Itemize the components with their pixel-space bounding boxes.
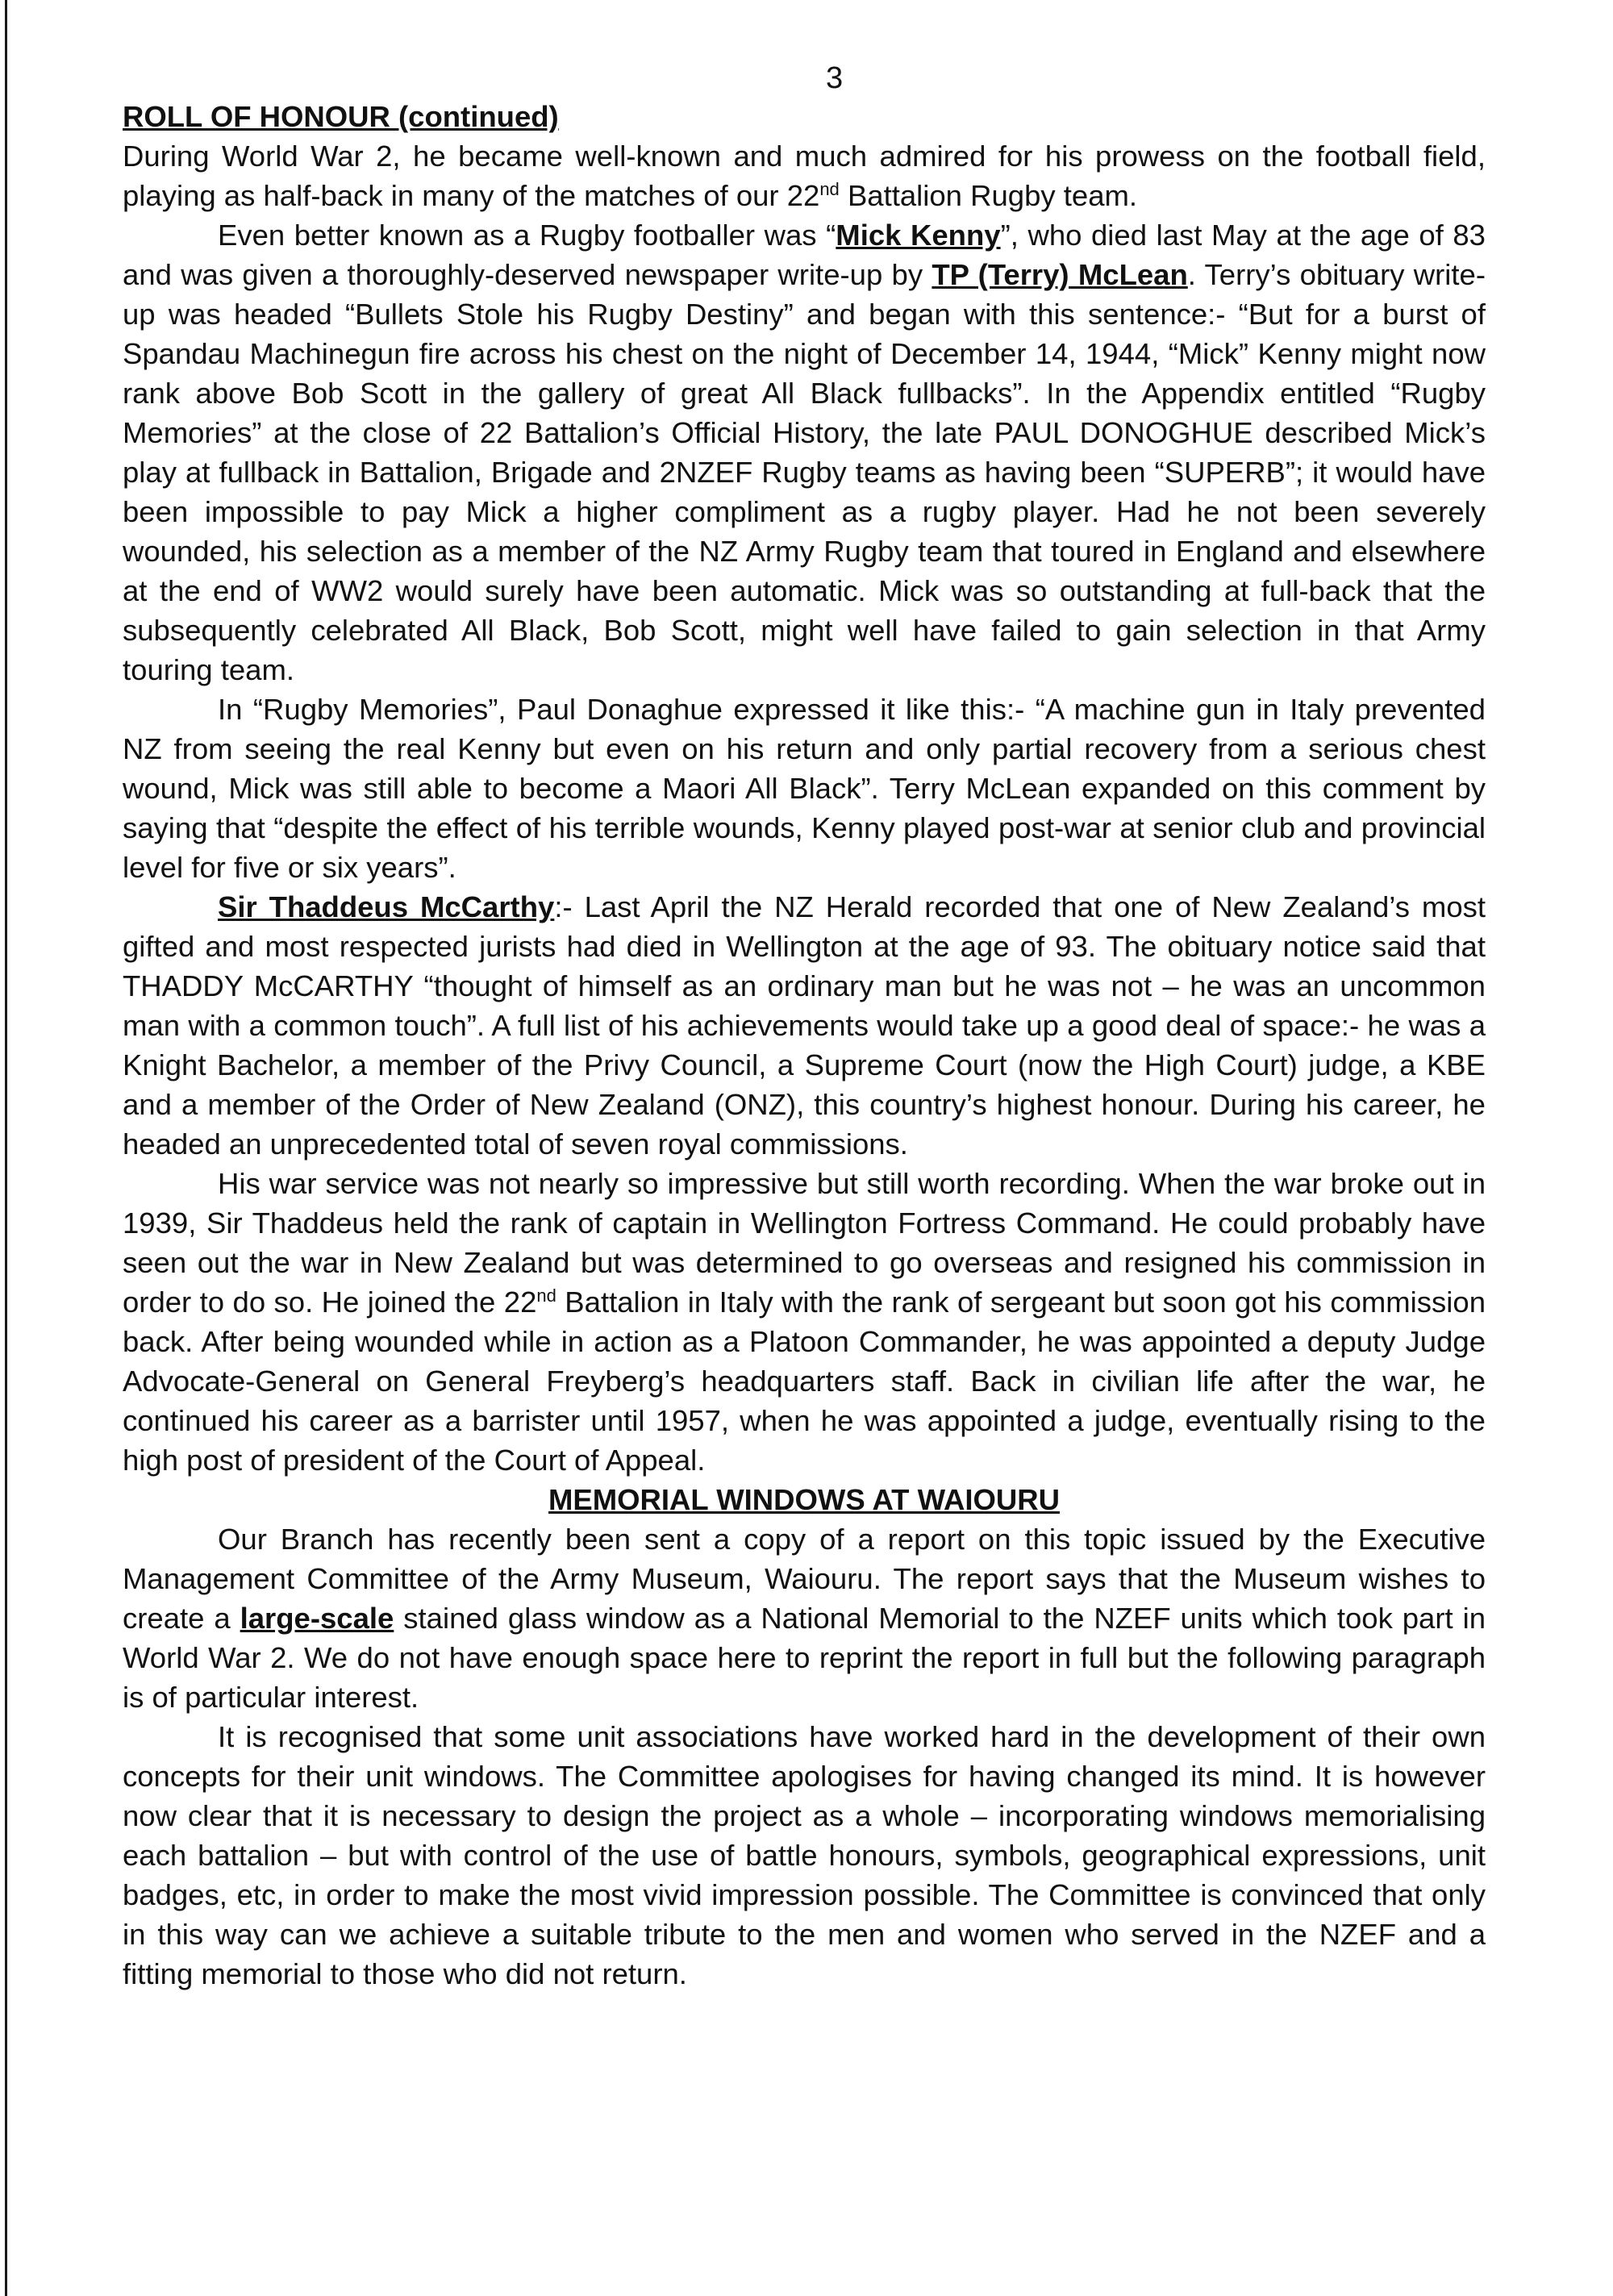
roll-paragraph-3: In “Rugby Memories”, Paul Donaghue expressed it like this:- “A machine gun in Italy prevented NZ from seeing the real Kenny but even on his return and only partial recovery from a serious chest wound, Mick was still able to become a Maori All Black”. Terry McLean expanded on this comment by saying that “despite the effect of his terrible wounds, Kenny played post-war at senior club and provincial level for five or six years”.	[123, 693, 1486, 884]
roll-of-honour-heading: ROLL OF HONOUR (continued)	[123, 100, 559, 133]
roll-paragraph-5: His war service was not nearly so impressive but still worth recording. When the war broke out in 1939, Sir Thaddeus held the rank of captain in Wellington Fortress Command. He could probably have seen out the war in New Zealand but was determined to go overseas and resigned his commission in order to do so. He joined the 22nd Battalion in Italy with the rank of sergeant but soon got his commission back. After being wounded while in action as a Platoon Commander, he was appointed a deputy Judge Advocate-General on General Freyberg’s headquarters staff. Back in civilian life after the war, he continued his career as a barrister until 1957, when he was appointed a judge, eventually rising to the high post of president of the Court of Appeal.	[123, 1167, 1486, 1477]
memorial-quoted-paragraph: It is recognised that some unit associations have worked hard in the development of their own concepts for their unit windows. The Committee apologises for having changed its mind. It is however now clear that it is necessary to design the project as a whole – incorporating windows memorialising each battalion – but with control of the use of battle honours, symbols, geographical expressions, unit badges, etc, in order to make the most vivid impression possible. The Committee is convinced that only in this way can we achieve a suitable tribute to the men and women who served in the NZEF and a fitting memorial to those who did not return.	[123, 1720, 1486, 1990]
page-content	[123, 97, 1486, 1994]
left-margin-line	[5, 0, 7, 2296]
page-number: 3	[826, 61, 844, 95]
memorial-paragraph-1: Our Branch has recently been sent a copy of a report on this topic issued by the Executive Management Committee of the Army Museum, Waiouru. The report says that the Museum wishes to create a large-scale stained glass window as a National Memorial to the NZEF units which took part in World War 2. We do not have enough space here to reprint the report in full but the following paragraph is of particular interest.	[123, 1523, 1486, 1714]
roll-paragraph-4: Sir Thaddeus McCarthy:- Last April the NZ Herald recorded that one of New Zealand’s most gifted and most respected jurists had died in Wellington at the age of 93. The obituary notice said that THADDY McCARTHY “thought of himself as an ordinary man but he was not – he was an uncommon man with a common touch”. A full list of his achievements would take up a good deal of space:- he was a Knight Bachelor, a member of the Privy Council, a Supreme Court (now the High Court) judge, a KBE and a member of the Order of New Zealand (ONZ), this country’s highest honour. During his career, he headed an unprecedented total of seven royal commissions.	[123, 890, 1486, 1161]
name-mick-kenny: Mick Kenny	[836, 219, 1001, 252]
roll-paragraph-1: During World War 2, he became well-known and much admired for his prowess on the football field, playing as half-back in many of the matches of our 22nd Battalion Rugby team.	[123, 140, 1486, 212]
ordinal-suffix: nd	[819, 178, 840, 199]
ordinal-suffix: nd	[536, 1285, 556, 1306]
memorial-windows-heading: MEMORIAL WINDOWS AT WAIOURU	[548, 1483, 1060, 1516]
roll-paragraph-2: Even better known as a Rugby footballer was “Mick Kenny”, who died last May at the age of 83 and was given a thoroughly-deserved newspaper write-up by TP (Terry) McLean. Terry’s obituary write-up was headed “Bullets Stole his Rugby Destiny” and began with this sentence:- “But for a burst of Spandau Machinegun fire across his chest on the night of December 14, 1944, “Mick” Kenny might now rank above Bob Scott in the gallery of great All Black fullbacks”. In the Appendix entitled “Rugby Memories” at the close of 22 Battalion’s Official History, the late PAUL DONOGHUE described Mick’s play at fullback in Battalion, Brigade and 2NZEF Rugby teams as having been “SUPERB”; it would have been impossible to pay Mick a higher compliment as a rugby player. Had he not been severely wounded, his selection as a member of the NZ Army Rugby team that toured in England and elsewhere at the end of WW2 would surely have been automatic. Mick was so outstanding at full-back that the subsequently celebrated All Black, Bob Scott, might well have failed to gain selection in that Army touring team.	[123, 219, 1486, 686]
name-terry-mclean: TP (Terry) McLean	[932, 258, 1188, 291]
emphasis-large-scale: large-scale	[240, 1602, 394, 1635]
name-sir-thaddeus-mccarthy: Sir Thaddeus McCarthy	[218, 890, 555, 923]
